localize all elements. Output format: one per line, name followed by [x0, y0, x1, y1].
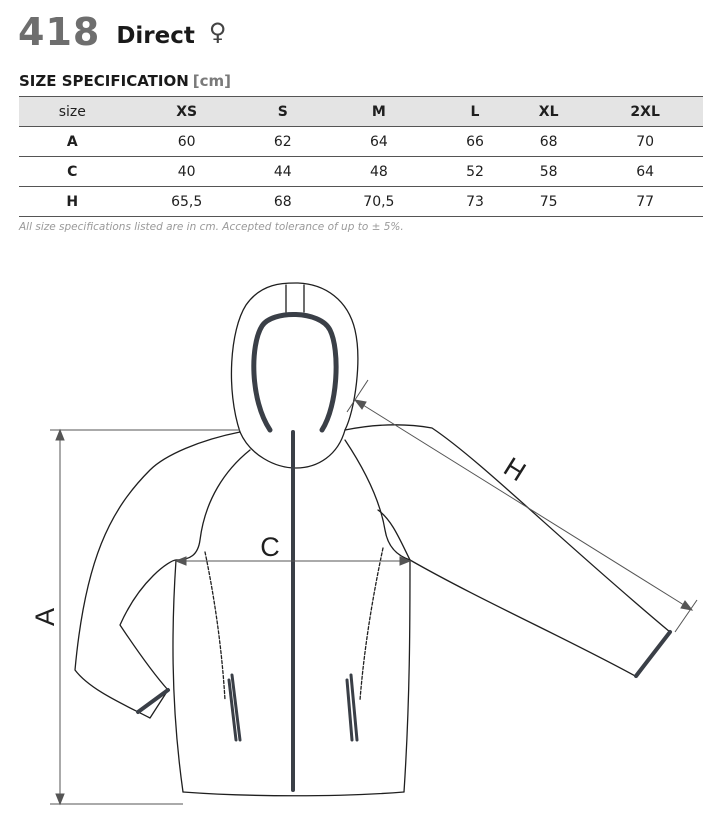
table-cell: 77	[587, 187, 703, 217]
table-cell: 70,5	[318, 187, 440, 217]
table-cell: 68	[510, 127, 587, 157]
right-pocket	[347, 675, 357, 740]
column-header: XL	[510, 97, 587, 127]
table-cell: 60	[126, 127, 248, 157]
table-cell: 64	[587, 157, 703, 187]
right-cuff	[636, 632, 670, 676]
column-header: S	[248, 97, 318, 127]
table-cell: 58	[510, 157, 587, 187]
measure-label-h: H	[498, 451, 531, 488]
table-cell: 48	[318, 157, 440, 187]
table-cell: 64	[318, 127, 440, 157]
female-symbol-icon: ♀	[208, 18, 227, 46]
table-cell: 75	[510, 187, 587, 217]
hood-outline	[231, 283, 357, 432]
left-sleeve-outline	[75, 432, 240, 718]
measure-label-c: C	[260, 532, 280, 562]
measure-h-line	[355, 400, 692, 610]
hem	[183, 792, 404, 796]
table-cell: 73	[440, 187, 510, 217]
table-cell: 65,5	[126, 187, 248, 217]
arrow-h-bottom	[681, 601, 692, 610]
product-name: Direct	[116, 23, 195, 49]
row-label: A	[19, 127, 126, 157]
arrow-h-top	[355, 400, 366, 409]
column-header: XS	[126, 97, 248, 127]
column-header: M	[318, 97, 440, 127]
table-cell: 70	[587, 127, 703, 157]
arrow-c-left	[176, 557, 186, 565]
table-cell: 52	[440, 157, 510, 187]
tolerance-note: All size specifications listed are in cm. Accepted tolerance of up to ± 5%.	[19, 221, 404, 233]
table-cell: 68	[248, 187, 318, 217]
body-right-side	[404, 560, 410, 792]
table-cell: 44	[248, 157, 318, 187]
model-number: 418	[18, 10, 101, 54]
body-left-side	[173, 560, 183, 792]
column-header: L	[440, 97, 510, 127]
measure-h-tick-top	[347, 380, 368, 412]
spec-unit: [cm]	[192, 72, 231, 90]
row-label: C	[19, 157, 126, 187]
left-front-seam	[205, 552, 225, 700]
left-raglan-seam	[176, 450, 250, 560]
arrow-a-bottom	[56, 794, 64, 804]
column-header: 2XL	[587, 97, 703, 127]
hood-center-seam	[286, 285, 304, 312]
left-cuff	[138, 690, 168, 712]
spec-title-text: SIZE SPECIFICATION	[19, 72, 189, 90]
table-cell: 62	[248, 127, 318, 157]
column-header: size	[19, 97, 126, 127]
left-pocket	[229, 675, 240, 740]
right-raglan-seam	[345, 440, 410, 560]
row-label: H	[19, 187, 126, 217]
right-front-seam	[360, 548, 383, 700]
table-cell: 40	[126, 157, 248, 187]
measure-label-a: A	[30, 607, 60, 627]
arrow-a-top	[56, 430, 64, 440]
table-cell: 66	[440, 127, 510, 157]
hood-opening-trim	[254, 314, 336, 430]
